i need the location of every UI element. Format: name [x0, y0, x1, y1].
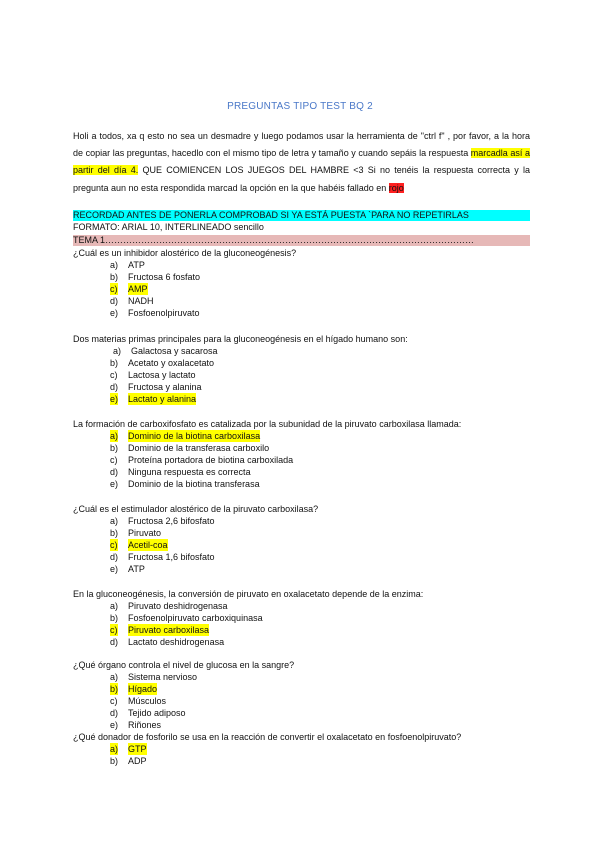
intro-paragraph	[73, 128, 530, 197]
option-letter: e)	[110, 720, 119, 730]
option-letter: d)	[110, 552, 119, 562]
intro-text-part2: QUE COMIENCEN LOS JUEGOS DEL HAMBRE <3 Si no tenéis la respuesta correcta y la pregunta aun no esta respondida marcad la opción en la que habéis fallado en	[73, 165, 530, 193]
banner-formato: FORMATO: ARIAL 10, INTERLINEADO sencillo	[73, 222, 264, 232]
option-item	[73, 515, 543, 527]
intro-highlight-red: rojo	[388, 182, 404, 193]
option-letter: d)	[110, 708, 119, 718]
option-item	[73, 381, 543, 393]
option-list	[73, 430, 543, 490]
question-text: La formación de carboxifosfato es catalizada por la subunidad de la piruvato carboxilasa llamada:	[73, 419, 462, 429]
option-item-correct	[73, 743, 543, 755]
intro-highlight-yellow: marcadla así a partir del día 4.	[73, 148, 530, 176]
option-item	[73, 295, 543, 307]
question-text: Dos materias primas principales para la gluconeogénesis en el hígado humano son:	[73, 334, 408, 344]
option-item	[73, 695, 543, 707]
option-text: AMP	[128, 284, 148, 294]
option-item	[73, 345, 543, 357]
option-letter: c)	[110, 625, 118, 635]
option-letter: c)	[110, 455, 118, 465]
option-text: Dominio de la transferasa carboxilo	[128, 443, 270, 453]
option-letter: d)	[110, 467, 119, 477]
option-text: Sistema nervioso	[128, 672, 198, 682]
option-list	[73, 345, 543, 405]
option-letter: e)	[110, 308, 119, 318]
option-letter: b)	[110, 613, 119, 623]
option-text: Ninguna respuesta es correcta	[128, 467, 251, 477]
option-text: Piruvato	[128, 528, 162, 538]
question-text: ¿Qué órgano controla el nivel de glucosa en la sangre?	[73, 660, 295, 670]
option-text: ADP	[128, 756, 147, 766]
option-text: Hígado	[128, 684, 158, 694]
option-item	[73, 719, 543, 731]
option-item	[73, 563, 543, 575]
option-item	[73, 612, 543, 624]
option-item	[73, 478, 543, 490]
option-item	[73, 442, 543, 454]
option-letter: d)	[110, 637, 119, 647]
option-text: Riñones	[128, 720, 162, 730]
option-item	[73, 527, 543, 539]
option-letter: b)	[110, 684, 119, 694]
option-letter: a)	[110, 431, 119, 441]
option-item	[73, 307, 543, 319]
option-text: Galactosa y sacarosa	[131, 346, 218, 356]
option-text: Proteína portadora de biotina carboxilada	[128, 455, 294, 465]
option-letter: a)	[110, 672, 119, 682]
option-letter: a)	[113, 346, 122, 356]
option-text: GTP	[128, 744, 147, 754]
option-text: Dominio de la biotina transferasa	[128, 479, 260, 489]
option-letter: e)	[110, 394, 119, 404]
option-letter: c)	[110, 284, 118, 294]
option-text: Lactato deshidrogenasa	[128, 637, 225, 647]
question-block	[73, 659, 543, 731]
question-block	[73, 503, 543, 575]
option-text: Lactato y alanina	[128, 394, 197, 404]
option-letter: b)	[110, 756, 119, 766]
option-item	[73, 636, 543, 648]
option-text: NADH	[128, 296, 154, 306]
option-item-correct	[73, 430, 543, 442]
option-letter: b)	[110, 358, 119, 368]
option-letter: d)	[110, 382, 119, 392]
option-letter: b)	[110, 272, 119, 282]
option-letter: e)	[110, 479, 119, 489]
option-item	[73, 271, 543, 283]
option-item	[73, 454, 543, 466]
option-text: Piruvato carboxilasa	[128, 625, 210, 635]
option-text: Músculos	[128, 696, 167, 706]
option-letter: a)	[110, 516, 119, 526]
option-letter: e)	[110, 564, 119, 574]
option-item	[73, 357, 543, 369]
option-item	[73, 466, 543, 478]
option-list	[73, 743, 543, 767]
question-text: ¿Cuál es un inhibidor alostérico de la gluconeogénesis?	[73, 248, 297, 258]
question-text: ¿Qué donador de fosforilo se usa en la reacción de convertir el oxalacetato en fosfoenolpiruvato?	[73, 732, 462, 742]
question-text: ¿Cuál es el estimulador alostérico de la piruvato carboxilasa?	[73, 504, 319, 514]
option-text: Fructosa 6 fosfato	[128, 272, 201, 282]
question-block	[73, 588, 543, 648]
option-list	[73, 671, 543, 731]
option-letter: a)	[110, 601, 119, 611]
option-item-correct	[73, 683, 543, 695]
option-letter: c)	[110, 696, 118, 706]
option-text: Fructosa 2,6 bifosfato	[128, 516, 215, 526]
option-letter: d)	[110, 296, 119, 306]
option-text: Fosfoenolpiruvato	[128, 308, 200, 318]
banner-recordad: RECORDAD ANTES DE PONERLA COMPROBAD SI YA ESTÁ PUESTA `PARA NO REPETIRLAS	[73, 210, 530, 221]
question-block	[73, 247, 543, 319]
question-text: En la gluconeogénesis, la conversión de piruvato en oxalacetato depende de la enzima:	[73, 589, 424, 599]
option-item-correct	[73, 624, 543, 636]
question-block	[73, 731, 543, 767]
option-item	[73, 369, 543, 381]
option-letter: c)	[110, 370, 118, 380]
option-text: Tejido adiposo	[128, 708, 186, 718]
document-title: PREGUNTAS TIPO TEST BQ 2	[227, 101, 373, 112]
option-text: Fosfoenolpiruvato carboxiquinasa	[128, 613, 263, 623]
option-letter: a)	[110, 260, 119, 270]
option-text: Piruvato deshidrogenasa	[128, 601, 228, 611]
option-letter: b)	[110, 528, 119, 538]
option-letter: a)	[110, 744, 119, 754]
option-item	[73, 259, 543, 271]
option-text: Dominio de la biotina carboxilasa	[128, 431, 261, 441]
banner-tema: TEMA 1……………………………………………………………………………………………………………	[73, 235, 530, 246]
option-letter: b)	[110, 443, 119, 453]
option-text: Acetato y oxalacetato	[128, 358, 215, 368]
option-item	[73, 755, 543, 767]
option-text: ATP	[128, 260, 145, 270]
option-letter: c)	[110, 540, 118, 550]
option-text: Acetil-coa	[128, 540, 168, 550]
option-item	[73, 707, 543, 719]
question-block	[73, 418, 543, 490]
option-item	[73, 671, 543, 683]
option-list	[73, 515, 543, 575]
option-text: Fructosa y alanina	[128, 382, 202, 392]
question-block	[73, 333, 543, 405]
option-item-correct	[73, 393, 543, 405]
option-item	[73, 551, 543, 563]
option-item-correct	[73, 283, 543, 295]
option-list	[73, 600, 543, 648]
option-text: Lactosa y lactato	[128, 370, 196, 380]
option-text: ATP	[128, 564, 145, 574]
option-item	[73, 600, 543, 612]
intro-text-part1: Holi a todos, xa q esto no sea un desmadre y luego podamos usar la herramienta de "ctrl f" , por favor, a la hora de copiar las preguntas, hacedlo con el mismo tipo de letra y tamaño y cuando sepáis la respuesta	[73, 131, 530, 159]
option-text: Fructosa 1,6 bifosfato	[128, 552, 215, 562]
option-item-correct	[73, 539, 543, 551]
option-list	[73, 259, 543, 319]
